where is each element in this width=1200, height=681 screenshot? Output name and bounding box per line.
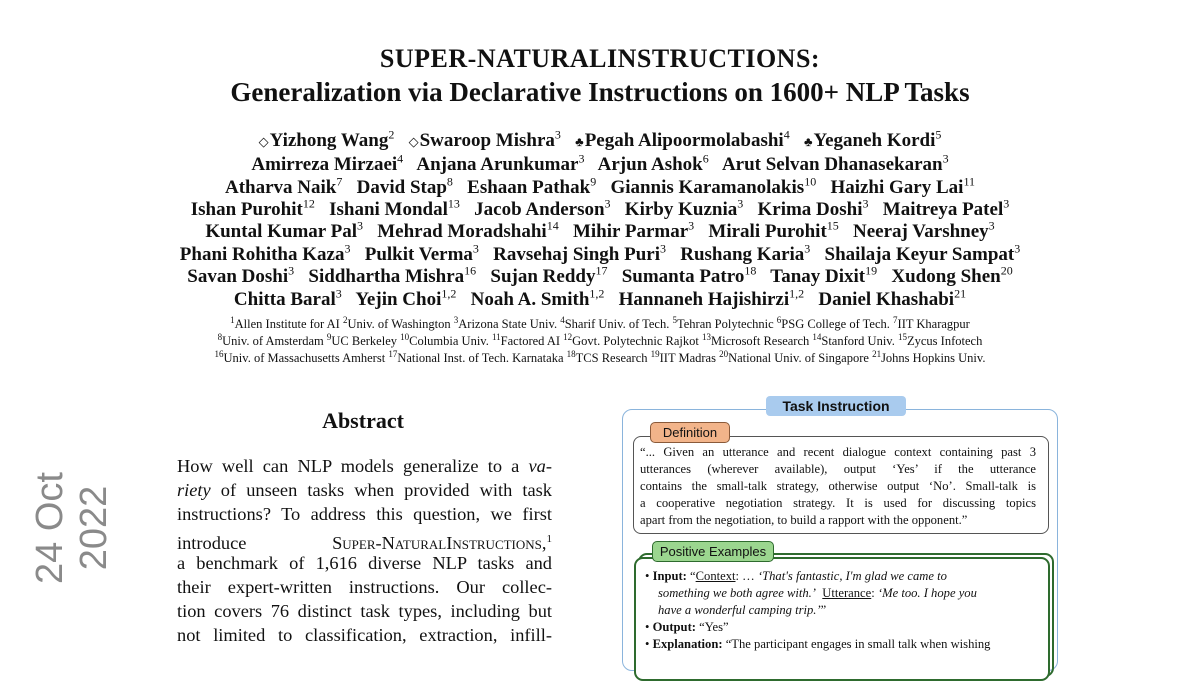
author: [573, 221, 694, 242]
affiliation-name: Univ. of Massachusetts Amherst: [223, 351, 389, 366]
affiliation-number: 5: [672, 315, 677, 325]
author-name: Jacob Anderson: [474, 199, 605, 221]
author-name: Pulkit Verma: [364, 244, 473, 266]
affiliation-number: 20: [719, 349, 729, 359]
author-affiliation-number: 16: [464, 264, 477, 278]
author-affiliation-number: 3: [357, 219, 363, 233]
affiliation-number: 12: [563, 332, 573, 342]
affiliation-line: [0, 349, 1200, 366]
affiliation-name: Univ. of Amsterdam: [222, 334, 327, 349]
author: [467, 177, 596, 198]
positive-examples-tag: Positive Examples: [652, 541, 774, 562]
author-affiliation-number: 1,2: [441, 287, 457, 301]
affiliation-name: IIT Kharagpur: [897, 317, 970, 332]
author-line: [0, 219, 1200, 243]
author-line: [0, 175, 1200, 199]
example-explanation-line: • Explanation: “The participant engages in small talk when wishing: [645, 637, 991, 651]
author: [722, 154, 949, 175]
author-name: Giannis Karamanolakis: [610, 177, 805, 199]
abstract-heading: Abstract: [322, 408, 404, 433]
author-name: Arut Selvan Dhanasekaran: [721, 154, 943, 176]
author-affiliation-number: 10: [804, 175, 817, 189]
author: [357, 177, 453, 198]
affiliation-name: TCS Research: [575, 351, 651, 366]
affiliation-name: PSG College of Tech.: [781, 317, 894, 332]
author: [830, 177, 975, 198]
affiliation-name: National Univ. of Singapore: [728, 351, 873, 366]
affiliation-name: Arizona State Univ.: [458, 317, 561, 332]
author-line: [0, 287, 1200, 311]
affiliation-name: Sharif Univ. of Tech.: [564, 317, 673, 332]
affiliation-number: 18: [566, 349, 576, 359]
author-name: Xudong Shen: [891, 266, 1001, 288]
author-line: [0, 197, 1200, 221]
author-name: Rushang Karia: [680, 244, 805, 266]
definition-text: [640, 444, 1036, 529]
author-affiliation-number: 3: [659, 242, 666, 256]
author-name: Noah A. Smith: [470, 289, 590, 311]
example-input-line: something we both agree with.’ Utterance: ‘Me too. I hope you: [658, 586, 977, 600]
author: [493, 244, 666, 265]
author-affiliation-number: 3: [988, 219, 995, 233]
author-name: Savan Doshi: [187, 266, 289, 288]
author-affiliation-number: 3: [344, 242, 351, 256]
author-line: [0, 264, 1200, 288]
affiliation-name: Univ. of Washington: [347, 317, 454, 332]
author: [474, 199, 610, 220]
definition-line: “... Given an utterance and recent dialogue context containing past 3: [640, 445, 1036, 459]
author-affiliation-number: 7: [336, 175, 343, 189]
author: [205, 221, 363, 242]
definition-line: apart from the negotiation, to build a rapport with the opponent.”: [640, 513, 968, 527]
author-name: Sujan Reddy: [490, 266, 596, 288]
author-name: Siddhartha Mishra: [308, 266, 465, 288]
author-affiliation-number: 2: [388, 128, 395, 142]
author-name: Amirreza Mirzaei: [251, 154, 398, 176]
affiliation-name: Allen Institute for AI: [234, 317, 343, 332]
author-name: Maitreya Patel: [882, 199, 1004, 221]
author: [610, 177, 816, 198]
author-marker: ◇: [258, 134, 269, 150]
paper-title-line1: SUPER-NATURALINSTRUCTIONS:: [379, 44, 821, 73]
author: [180, 244, 351, 265]
definition-tag: Definition: [650, 422, 730, 443]
author: [853, 221, 995, 242]
example-input-line: have a wonderful camping trip.’”: [658, 603, 827, 617]
author: [251, 154, 403, 175]
definition-line: utterances (wherever available), output ‘Yes’ if the utterance: [640, 462, 1036, 476]
author-affiliation-number: 8: [446, 175, 453, 189]
author-affiliation-number: 14: [546, 219, 559, 233]
abstract-line: their expert-written instructions. Our collec-: [177, 576, 552, 597]
author: [891, 266, 1012, 287]
author: [490, 266, 607, 287]
author-line: [0, 242, 1200, 266]
author: [329, 199, 460, 220]
abstract-line: introduce Super-NaturalInstructions,$^1$: [177, 532, 552, 553]
author-name: Sumanta Patro: [621, 266, 745, 288]
definition-line: a cooperative negotiation strategy. It is used for discussing topics: [640, 496, 1036, 510]
author-affiliation-number: 4: [783, 128, 790, 142]
affiliation-number: 13: [702, 332, 712, 342]
author: [191, 199, 315, 220]
author-affiliation-number: 20: [1000, 264, 1013, 278]
author: [416, 154, 584, 175]
example-input-line: • Input: “Context: … ‘That's fantastic, I'm glad we came to: [645, 569, 947, 583]
author-affiliation-number: 18: [744, 264, 757, 278]
affiliation-number: 8: [217, 332, 223, 342]
affiliation-number: 2: [342, 315, 348, 325]
author-affiliation-number: 3: [688, 219, 695, 233]
author-name: Ishani Mondal: [329, 199, 448, 221]
author: [409, 130, 561, 151]
abstract-line: a benchmark of 1,616 diverse NLP tasks and: [177, 552, 552, 573]
author: [757, 199, 868, 220]
author-name: Arjun Ashok: [597, 154, 703, 176]
affiliation-name: Columbia Univ.: [409, 334, 492, 349]
author-name: Kirby Kuznia: [624, 199, 738, 221]
author-affiliation-number: 6: [702, 152, 709, 166]
definition-line: contains the small-talk strategy, otherwise output ‘No’. Small-talk is: [640, 479, 1036, 493]
author-affiliation-number: 3: [554, 128, 561, 142]
author-affiliation-number: 21: [954, 287, 967, 301]
author-affiliation-number: 3: [472, 242, 479, 256]
author-name: Daniel Khashabi: [818, 289, 955, 311]
author-affiliation-number: 3: [1003, 197, 1010, 211]
author: [308, 266, 476, 287]
affiliation-number: 6: [776, 315, 782, 325]
abstract-line: not limited to classification, extraction, infill-: [177, 625, 552, 646]
author-affiliation-number: 17: [595, 264, 608, 278]
author-affiliation-number: 1,2: [789, 287, 805, 301]
positive-examples-text: [645, 568, 1045, 653]
author: [680, 244, 810, 265]
author: [187, 266, 294, 287]
affiliation-name: National Inst. of Tech. Karnataka: [397, 351, 567, 366]
author-name: Yizhong Wang: [269, 130, 389, 152]
author-name: Atharva Naik: [225, 177, 337, 199]
author: [471, 289, 605, 310]
author-name: David Stap: [356, 177, 447, 199]
affiliation-number: 21: [872, 349, 882, 359]
author: [818, 289, 966, 310]
abstract-line: riety of unseen tasks when provided with task: [177, 480, 552, 501]
author-name: Eshaan Pathak: [467, 177, 591, 199]
author-affiliation-number: 3: [1014, 242, 1021, 256]
author-marker: ♣: [803, 134, 813, 150]
abstract-line: How well can NLP models generalize to a va-: [177, 456, 552, 476]
affiliation-number: 16: [214, 349, 224, 359]
author-name: Pegah Alipoormolabashi: [584, 130, 784, 152]
author: [259, 130, 395, 151]
affiliation-number: 14: [812, 332, 822, 342]
abstract-body: [177, 454, 552, 648]
paper-title-line2: Generalization via Declarative Instructions on 1600+ NLP Tasks: [230, 77, 970, 107]
affiliation-name: Microsoft Research: [711, 334, 813, 349]
author-affiliation-number: 3: [942, 152, 949, 166]
author-name: Shailaja Keyur Sampat: [824, 244, 1015, 266]
affiliation-number: 4: [560, 315, 565, 325]
affiliation-number: 1: [230, 315, 235, 325]
author-affiliation-number: 11: [963, 175, 975, 189]
author: [825, 244, 1021, 265]
author-name: Mihir Parmar: [572, 221, 689, 243]
footnote-marker: 1: [546, 532, 552, 545]
figure-title: Task Instruction: [766, 396, 906, 416]
author-affiliation-number: 19: [865, 264, 878, 278]
author-affiliation-number: 3: [862, 197, 869, 211]
author-name: Haizhi Gary Lai: [830, 177, 964, 199]
author: [234, 289, 342, 310]
affiliation-number: 10: [400, 332, 410, 342]
author-name: Yeganeh Kordi: [813, 130, 936, 152]
abstract-line: instructions? To address this question, we first: [177, 504, 552, 525]
author-affiliation-number: 4: [397, 152, 404, 166]
author-marker: ♣: [575, 134, 584, 150]
affiliation-number: 3: [453, 315, 459, 325]
author-affiliation-number: 3: [288, 264, 295, 278]
author: [619, 289, 805, 310]
author-name: Mirali Purohit: [708, 221, 827, 243]
author-affiliation-number: 15: [826, 219, 839, 233]
author-name: Swaroop Mishra: [419, 130, 555, 152]
author-affiliation-number: 1,2: [589, 287, 605, 301]
affiliation-number: 9: [326, 332, 332, 342]
affiliation-line: [0, 315, 1200, 332]
affiliation-number: 17: [388, 349, 398, 359]
affiliation-number: 15: [898, 332, 907, 342]
author: [575, 130, 790, 151]
author: [622, 266, 757, 287]
author-affiliation-number: 3: [604, 197, 611, 211]
author-line: [0, 128, 1200, 152]
author: [355, 289, 456, 310]
affiliation-name: Govt. Polytechnic Rajkot: [572, 334, 703, 349]
author-name: Anjana Arunkumar: [416, 154, 579, 176]
author: [225, 177, 342, 198]
author-name: Ravsehaj Singh Puri: [493, 244, 660, 266]
author-affiliation-number: 3: [578, 152, 585, 166]
affiliation-name: UC Berkeley: [331, 334, 401, 349]
author-name: Tanay Dixit: [770, 266, 866, 288]
author-name: Yejin Choi: [355, 289, 442, 311]
affiliation-line: [0, 332, 1200, 349]
affiliation-name: Factored AI: [500, 334, 564, 349]
author-affiliation-number: 12: [302, 197, 315, 211]
author-name: Krima Doshi: [757, 199, 863, 221]
author-line: [0, 152, 1200, 176]
affiliation-name: IIT Madras: [659, 351, 720, 366]
author-name: Ishan Purohit: [190, 199, 303, 221]
author-name: Neeraj Varshney: [853, 221, 989, 243]
example-output-line: • Output: “Yes”: [645, 620, 729, 634]
affiliation-name: Tehran Polytechnic: [677, 317, 777, 332]
affiliation-name: Stanford Univ.: [821, 334, 898, 349]
affiliation-number: 19: [650, 349, 660, 359]
author: [625, 199, 743, 220]
author-name: Mehrad Moradshahi: [377, 221, 547, 243]
affiliation-number: 11: [492, 332, 501, 342]
affiliation-number: 7: [893, 315, 898, 325]
author: [883, 199, 1009, 220]
author-affiliation-number: 13: [447, 197, 460, 211]
affiliation-name: Johns Hopkins Univ.: [881, 351, 986, 366]
author-name: Phani Rohitha Kaza: [179, 244, 345, 266]
arxiv-side-date: 24 Oct 2022: [29, 472, 115, 584]
author-affiliation-number: 3: [804, 242, 811, 256]
affiliation-name: Zycus Infotech: [907, 334, 983, 349]
author-affiliation-number: 3: [737, 197, 744, 211]
author: [365, 244, 479, 265]
author-name: Chitta Baral: [233, 289, 336, 311]
author-affiliation-number: 3: [335, 287, 342, 301]
author-name: Hannaneh Hajishirzi: [618, 289, 790, 311]
author-name: Kuntal Kumar Pal: [205, 221, 357, 243]
author: [598, 154, 709, 175]
author-affiliation-number: 9: [590, 175, 597, 189]
author: [770, 266, 877, 287]
author: [804, 130, 941, 151]
author-marker: ◇: [408, 134, 419, 150]
author: [708, 221, 838, 242]
author-affiliation-number: 5: [935, 128, 942, 142]
abstract-line: tion covers 76 distinct task types, including but: [177, 601, 552, 622]
author: [377, 221, 558, 242]
